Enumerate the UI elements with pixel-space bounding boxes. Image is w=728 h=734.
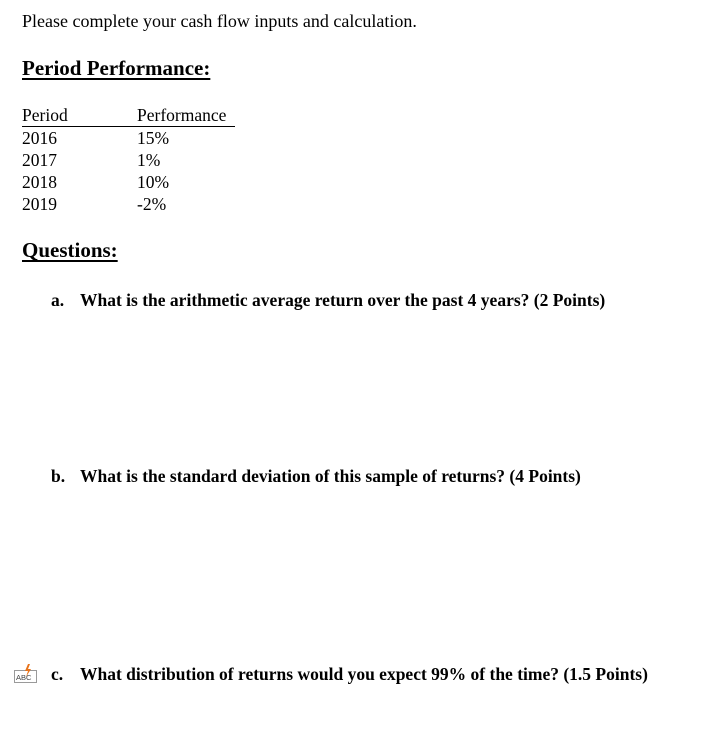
period-cell: 2018: [22, 172, 57, 192]
question-text: What is the standard deviation of this sample of returns? (4 Points): [80, 466, 581, 486]
question-letter: c.: [51, 664, 64, 684]
spellcheck-icon-label: ABC: [16, 673, 32, 682]
intro-text: Please complete your cash flow inputs and calculation.: [22, 11, 417, 31]
questions-heading: Questions:: [22, 238, 118, 262]
question-letter: b.: [51, 466, 66, 486]
question-text: What distribution of returns would you expect 99% of the time? (1.5 Points): [80, 664, 648, 684]
period-performance-heading: Period Performance:: [22, 56, 211, 80]
spellcheck-icon[interactable]: [14, 664, 38, 684]
performance-table-header: [22, 104, 235, 127]
performance-cell: 1%: [137, 150, 161, 170]
spellcheck-icon-graphic: [14, 664, 38, 684]
table-row: [22, 127, 235, 149]
table-row: [22, 149, 235, 171]
performance-cell: -2%: [137, 194, 167, 214]
performance-cell: 15%: [137, 128, 170, 148]
period-cell: 2019: [22, 194, 57, 214]
question-text: What is the arithmetic average return over the past 4 years? (2 Points): [80, 290, 606, 310]
performance-table: [22, 104, 235, 215]
period-cell: 2016: [22, 128, 57, 148]
table-row: [22, 193, 235, 215]
period-cell: 2017: [22, 150, 57, 170]
performance-cell: 10%: [137, 172, 170, 192]
question-letter: a.: [51, 290, 65, 310]
period-column-header: Period: [22, 105, 68, 125]
table-row: [22, 171, 235, 193]
performance-column-header: Performance: [137, 105, 227, 125]
